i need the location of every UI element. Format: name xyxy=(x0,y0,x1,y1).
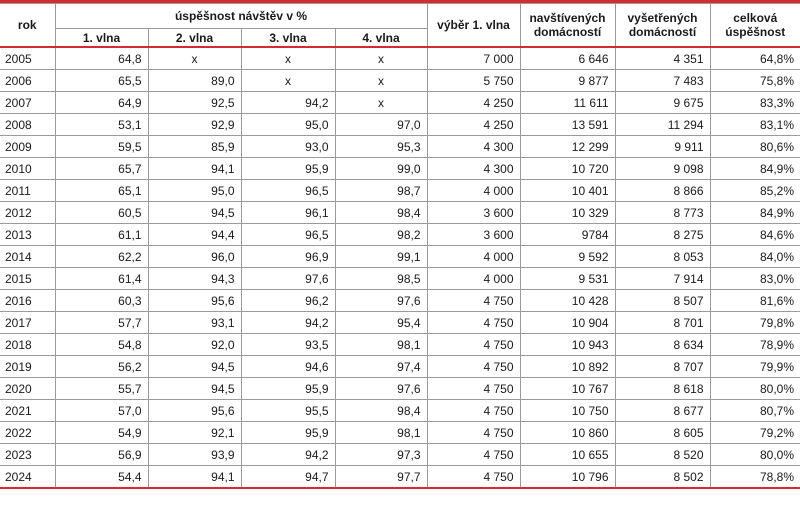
cell-wave2: 95,0 xyxy=(148,180,241,202)
header-total-line2: úspěšnost xyxy=(725,25,786,39)
cell-wave1: 61,1 xyxy=(55,224,148,246)
cell-sample: 4 250 xyxy=(427,114,520,136)
cell-sample: 4 750 xyxy=(427,378,520,400)
cell-wave1: 60,3 xyxy=(55,290,148,312)
cell-year: 2008 xyxy=(0,114,55,136)
cell-wave3: 96,1 xyxy=(241,202,335,224)
header-visited-line1: navštívených xyxy=(529,11,606,25)
cell-wave2: 94,4 xyxy=(148,224,241,246)
cell-wave4: 95,4 xyxy=(335,312,427,334)
cell-wave4: 98,4 xyxy=(335,400,427,422)
cell-wave4: 98,1 xyxy=(335,334,427,356)
cell-year: 2005 xyxy=(0,47,55,70)
cell-visited: 6 646 xyxy=(520,47,615,70)
cell-visited: 10 796 xyxy=(520,466,615,489)
cell-surveyed: 8 701 xyxy=(615,312,710,334)
cell-visited: 10 943 xyxy=(520,334,615,356)
cell-visited: 10 329 xyxy=(520,202,615,224)
cell-surveyed: 8 866 xyxy=(615,180,710,202)
cell-total-success: 75,8% xyxy=(710,70,800,92)
cell-sample: 4 300 xyxy=(427,136,520,158)
cell-surveyed: 8 618 xyxy=(615,378,710,400)
cell-sample: 4 300 xyxy=(427,158,520,180)
cell-total-success: 84,6% xyxy=(710,224,800,246)
cell-total-success: 83,3% xyxy=(710,92,800,114)
cell-surveyed: 9 098 xyxy=(615,158,710,180)
cell-wave4: 97,3 xyxy=(335,444,427,466)
cell-sample: 4 000 xyxy=(427,180,520,202)
cell-total-success: 79,8% xyxy=(710,312,800,334)
cell-wave3: 94,2 xyxy=(241,312,335,334)
cell-wave4: x xyxy=(335,70,427,92)
cell-year: 2015 xyxy=(0,268,55,290)
cell-visited: 12 299 xyxy=(520,136,615,158)
cell-wave3: 94,6 xyxy=(241,356,335,378)
cell-total-success: 84,9% xyxy=(710,158,800,180)
cell-visited: 9 877 xyxy=(520,70,615,92)
cell-surveyed: 8 634 xyxy=(615,334,710,356)
table-row xyxy=(0,268,800,290)
cell-surveyed: 8 707 xyxy=(615,356,710,378)
cell-wave1: 64,9 xyxy=(55,92,148,114)
header-wave-4: 4. vlna xyxy=(335,29,427,48)
cell-wave2: 89,0 xyxy=(148,70,241,92)
cell-surveyed: 7 483 xyxy=(615,70,710,92)
table-row xyxy=(0,400,800,422)
cell-visited: 10 860 xyxy=(520,422,615,444)
cell-total-success: 80,6% xyxy=(710,136,800,158)
cell-visited: 10 401 xyxy=(520,180,615,202)
cell-wave4: 98,1 xyxy=(335,422,427,444)
cell-wave2: 95,6 xyxy=(148,400,241,422)
cell-total-success: 80,7% xyxy=(710,400,800,422)
cell-year: 2012 xyxy=(0,202,55,224)
cell-visited: 10 428 xyxy=(520,290,615,312)
table-row xyxy=(0,378,800,400)
cell-year: 2010 xyxy=(0,158,55,180)
table-body xyxy=(0,47,800,488)
cell-sample: 4 000 xyxy=(427,246,520,268)
cell-total-success: 80,0% xyxy=(710,378,800,400)
cell-surveyed: 8 275 xyxy=(615,224,710,246)
cell-wave1: 54,9 xyxy=(55,422,148,444)
cell-total-success: 81,6% xyxy=(710,290,800,312)
cell-wave3: 95,9 xyxy=(241,158,335,180)
cell-wave4: 98,4 xyxy=(335,202,427,224)
cell-sample: 4 750 xyxy=(427,400,520,422)
cell-sample: 3 600 xyxy=(427,224,520,246)
cell-visited: 9 592 xyxy=(520,246,615,268)
cell-wave1: 57,7 xyxy=(55,312,148,334)
cell-wave3: 93,5 xyxy=(241,334,335,356)
cell-total-success: 84,0% xyxy=(710,246,800,268)
cell-wave4: 95,3 xyxy=(335,136,427,158)
cell-wave3: 94,2 xyxy=(241,92,335,114)
cell-year: 2023 xyxy=(0,444,55,466)
cell-surveyed: 8 502 xyxy=(615,466,710,489)
header-surveyed-households xyxy=(615,4,710,48)
table-row xyxy=(0,47,800,70)
cell-visited: 10 655 xyxy=(520,444,615,466)
cell-total-success: 78,8% xyxy=(710,466,800,489)
cell-surveyed: 8 053 xyxy=(615,246,710,268)
cell-sample: 4 750 xyxy=(427,356,520,378)
cell-surveyed: 8 677 xyxy=(615,400,710,422)
cell-wave1: 65,1 xyxy=(55,180,148,202)
cell-visited: 10 750 xyxy=(520,400,615,422)
cell-year: 2021 xyxy=(0,400,55,422)
cell-wave2: 93,9 xyxy=(148,444,241,466)
cell-wave2: 92,9 xyxy=(148,114,241,136)
cell-visited: 10 892 xyxy=(520,356,615,378)
cell-wave1: 57,0 xyxy=(55,400,148,422)
cell-year: 2018 xyxy=(0,334,55,356)
cell-sample: 4 750 xyxy=(427,290,520,312)
cell-year: 2007 xyxy=(0,92,55,114)
cell-wave1: 54,4 xyxy=(55,466,148,489)
cell-wave3: 94,2 xyxy=(241,444,335,466)
cell-wave2: 92,1 xyxy=(148,422,241,444)
table-row xyxy=(0,356,800,378)
cell-surveyed: 4 351 xyxy=(615,47,710,70)
header-surveyed-line2: domácností xyxy=(628,25,697,39)
cell-sample: 4 000 xyxy=(427,268,520,290)
header-total-success xyxy=(710,4,800,48)
cell-total-success: 78,9% xyxy=(710,334,800,356)
cell-year: 2014 xyxy=(0,246,55,268)
cell-wave2: 94,1 xyxy=(148,466,241,489)
cell-wave2: 95,6 xyxy=(148,290,241,312)
cell-surveyed: 7 914 xyxy=(615,268,710,290)
cell-wave4: 97,6 xyxy=(335,378,427,400)
cell-wave3: 96,9 xyxy=(241,246,335,268)
cell-wave2: 92,0 xyxy=(148,334,241,356)
cell-sample: 4 750 xyxy=(427,334,520,356)
cell-wave1: 60,5 xyxy=(55,202,148,224)
header-visit-success-group: úspěšnost návštěv v % xyxy=(55,4,427,29)
table-row xyxy=(0,290,800,312)
cell-sample: 4 750 xyxy=(427,466,520,489)
header-surveyed-line1: vyšetřených xyxy=(627,11,698,25)
cell-wave4: 98,7 xyxy=(335,180,427,202)
cell-surveyed: 9 911 xyxy=(615,136,710,158)
cell-wave3: x xyxy=(241,47,335,70)
cell-wave2: 94,5 xyxy=(148,356,241,378)
header-year: rok xyxy=(0,4,55,48)
cell-wave4: x xyxy=(335,47,427,70)
cell-year: 2020 xyxy=(0,378,55,400)
cell-wave4: 98,2 xyxy=(335,224,427,246)
cell-total-success: 79,2% xyxy=(710,422,800,444)
cell-wave3: 96,2 xyxy=(241,290,335,312)
cell-wave4: 99,1 xyxy=(335,246,427,268)
table-row xyxy=(0,312,800,334)
cell-sample: 4 750 xyxy=(427,444,520,466)
cell-year: 2013 xyxy=(0,224,55,246)
cell-year: 2019 xyxy=(0,356,55,378)
cell-year: 2016 xyxy=(0,290,55,312)
cell-wave1: 62,2 xyxy=(55,246,148,268)
header-row-1 xyxy=(0,4,800,29)
cell-wave4: 98,5 xyxy=(335,268,427,290)
cell-total-success: 84,9% xyxy=(710,202,800,224)
table-row xyxy=(0,158,800,180)
cell-wave2: 96,0 xyxy=(148,246,241,268)
table-row xyxy=(0,444,800,466)
cell-total-success: 83,1% xyxy=(710,114,800,136)
header-wave-3: 3. vlna xyxy=(241,29,335,48)
cell-surveyed: 8 520 xyxy=(615,444,710,466)
cell-total-success: 80,0% xyxy=(710,444,800,466)
cell-wave2: 92,5 xyxy=(148,92,241,114)
cell-year: 2017 xyxy=(0,312,55,334)
table-row xyxy=(0,180,800,202)
cell-sample: 4 750 xyxy=(427,312,520,334)
cell-wave1: 61,4 xyxy=(55,268,148,290)
cell-visited: 9784 xyxy=(520,224,615,246)
survey-success-table xyxy=(0,3,800,489)
cell-wave1: 54,8 xyxy=(55,334,148,356)
cell-wave3: 94,7 xyxy=(241,466,335,489)
cell-wave3: 97,6 xyxy=(241,268,335,290)
header-wave-1: 1. vlna xyxy=(55,29,148,48)
cell-surveyed: 11 294 xyxy=(615,114,710,136)
cell-wave2: 94,5 xyxy=(148,202,241,224)
cell-visited: 10 720 xyxy=(520,158,615,180)
cell-wave3: 95,9 xyxy=(241,378,335,400)
cell-year: 2024 xyxy=(0,466,55,489)
table-row xyxy=(0,70,800,92)
cell-wave2: 93,1 xyxy=(148,312,241,334)
header-total-line1: celková xyxy=(733,11,778,25)
cell-year: 2006 xyxy=(0,70,55,92)
cell-wave3: 93,0 xyxy=(241,136,335,158)
table-row xyxy=(0,422,800,444)
cell-visited: 11 611 xyxy=(520,92,615,114)
cell-wave1: 56,9 xyxy=(55,444,148,466)
cell-year: 2011 xyxy=(0,180,55,202)
cell-visited: 10 767 xyxy=(520,378,615,400)
table-row xyxy=(0,466,800,489)
cell-wave2: x xyxy=(148,47,241,70)
cell-wave3: 95,5 xyxy=(241,400,335,422)
cell-wave1: 64,8 xyxy=(55,47,148,70)
cell-visited: 10 904 xyxy=(520,312,615,334)
table-row xyxy=(0,334,800,356)
cell-total-success: 64,8% xyxy=(710,47,800,70)
cell-sample: 5 750 xyxy=(427,70,520,92)
cell-wave1: 56,2 xyxy=(55,356,148,378)
cell-sample: 4 750 xyxy=(427,422,520,444)
table-row xyxy=(0,136,800,158)
table-row xyxy=(0,92,800,114)
cell-surveyed: 8 605 xyxy=(615,422,710,444)
cell-wave3: x xyxy=(241,70,335,92)
cell-wave1: 65,7 xyxy=(55,158,148,180)
table-row xyxy=(0,246,800,268)
cell-total-success: 85,2% xyxy=(710,180,800,202)
cell-total-success: 79,9% xyxy=(710,356,800,378)
cell-wave4: x xyxy=(335,92,427,114)
cell-surveyed: 9 675 xyxy=(615,92,710,114)
cell-surveyed: 8 507 xyxy=(615,290,710,312)
cell-sample: 7 000 xyxy=(427,47,520,70)
table-row xyxy=(0,114,800,136)
cell-wave1: 53,1 xyxy=(55,114,148,136)
cell-wave2: 94,1 xyxy=(148,158,241,180)
header-wave-2: 2. vlna xyxy=(148,29,241,48)
cell-sample: 4 250 xyxy=(427,92,520,114)
cell-wave4: 97,0 xyxy=(335,114,427,136)
table-row xyxy=(0,224,800,246)
cell-wave4: 97,4 xyxy=(335,356,427,378)
cell-wave1: 59,5 xyxy=(55,136,148,158)
cell-wave3: 95,0 xyxy=(241,114,335,136)
cell-wave4: 97,7 xyxy=(335,466,427,489)
cell-wave1: 55,7 xyxy=(55,378,148,400)
cell-year: 2022 xyxy=(0,422,55,444)
cell-wave3: 95,9 xyxy=(241,422,335,444)
header-visited-line2: domácností xyxy=(533,25,602,39)
cell-visited: 9 531 xyxy=(520,268,615,290)
cell-wave4: 99,0 xyxy=(335,158,427,180)
cell-visited: 13 591 xyxy=(520,114,615,136)
cell-total-success: 83,0% xyxy=(710,268,800,290)
cell-surveyed: 8 773 xyxy=(615,202,710,224)
header-sample-wave1: výběr 1. vlna xyxy=(427,4,520,48)
cell-wave2: 94,3 xyxy=(148,268,241,290)
cell-year: 2009 xyxy=(0,136,55,158)
cell-wave3: 96,5 xyxy=(241,180,335,202)
cell-wave2: 85,9 xyxy=(148,136,241,158)
cell-wave2: 94,5 xyxy=(148,378,241,400)
cell-wave1: 65,5 xyxy=(55,70,148,92)
cell-wave3: 96,5 xyxy=(241,224,335,246)
cell-wave4: 97,6 xyxy=(335,290,427,312)
cell-sample: 3 600 xyxy=(427,202,520,224)
header-visited-households xyxy=(520,4,615,48)
table-row xyxy=(0,202,800,224)
